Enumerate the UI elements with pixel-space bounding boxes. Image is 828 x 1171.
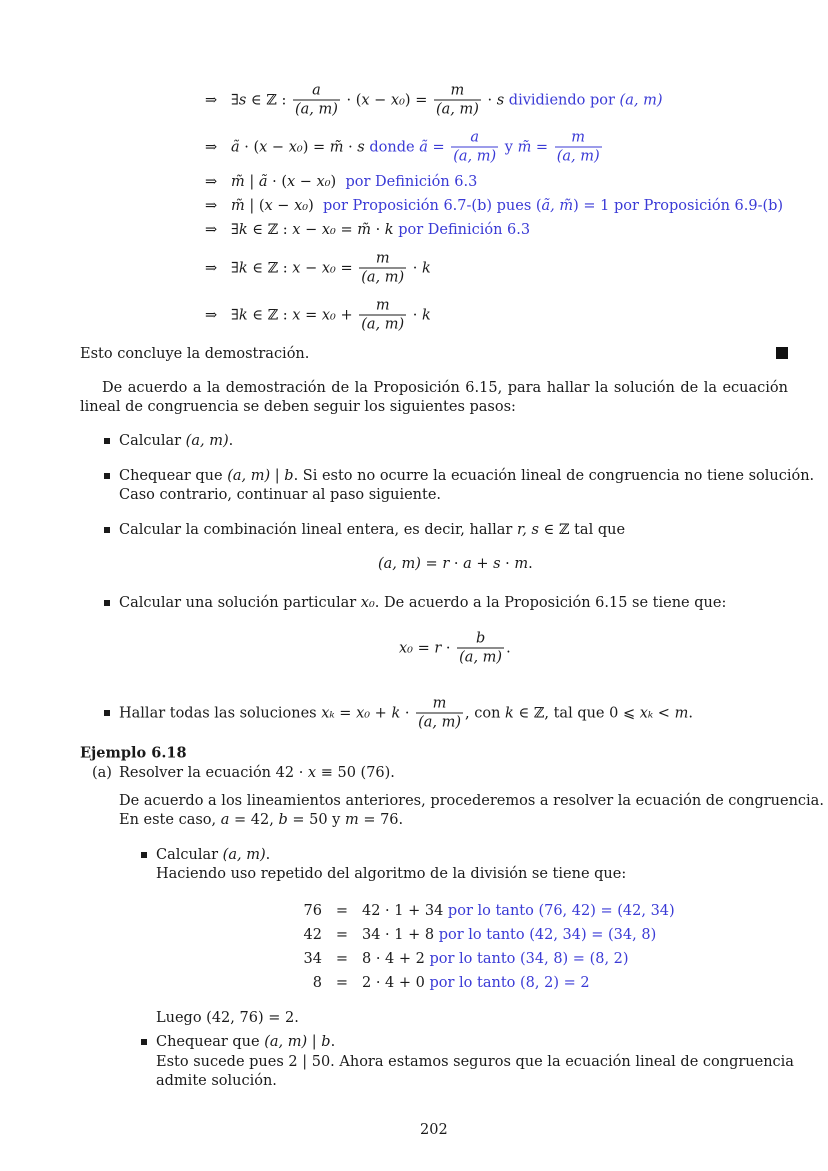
text: .	[330, 1034, 336, 1050]
math-text: s	[357, 139, 365, 155]
text: Calcular una solución particular	[119, 595, 361, 611]
text: ·	[441, 640, 456, 656]
text: Calcular la combinación lineal entera, es decir, hallar	[119, 522, 517, 538]
text: =	[334, 705, 357, 721]
text: |	[244, 174, 259, 190]
text: ⇒	[205, 139, 231, 155]
math-text: r, s	[516, 522, 539, 538]
fraction	[359, 251, 406, 286]
math-text: x	[292, 307, 301, 323]
text: Chequear que	[156, 1034, 265, 1050]
text: En este caso,	[119, 812, 221, 828]
rhs: 34 · 1 + 8	[362, 927, 435, 943]
math-text: b	[321, 1034, 331, 1050]
intro-paragraph: De acuerdo a la demostración de la Proposición 6.15, para hallar la solución de la ecuación lineal de congruencia se deben seguir los siguientes pasos:	[80, 380, 788, 415]
step-3-equation	[378, 556, 533, 572]
lhs: 34	[303, 951, 322, 967]
example-step-2-text-2	[156, 1073, 277, 1089]
math-text: xₖ	[639, 705, 654, 721]
bullet-icon	[104, 438, 110, 444]
derivation-line-4	[205, 198, 783, 214]
text: Calcular	[156, 847, 223, 863]
page-number: 202	[420, 1122, 448, 1138]
math-text: x	[292, 222, 301, 238]
numerator: a	[470, 129, 480, 146]
step-2-cont	[119, 487, 441, 503]
text: ·	[408, 307, 422, 323]
text: ·	[449, 556, 464, 572]
math-text: s	[493, 556, 501, 572]
text: +	[335, 307, 358, 323]
fraction	[359, 298, 406, 333]
example-item-label: (a)	[92, 765, 112, 781]
math-text: ã	[258, 174, 268, 190]
rhs: 2 · 4 + 0	[362, 975, 425, 991]
math-text: m̃	[517, 139, 532, 155]
conclusion-text: Esto concluye la demostración.	[80, 346, 310, 362]
math-text: b	[278, 812, 288, 828]
text: = 76.	[358, 812, 404, 828]
denominator: (a, m)	[435, 101, 479, 118]
step-3	[119, 522, 625, 538]
math-text: r	[434, 640, 442, 656]
table-row	[280, 975, 590, 991]
text: ∈ ℤ, tal que 0 ⩽	[513, 705, 640, 721]
denominator: (a, m)	[361, 269, 405, 286]
math-text: x₀	[294, 198, 309, 214]
text: Caso contrario, continuar al paso siguiente.	[119, 487, 442, 503]
math-text: (a, m)	[185, 433, 229, 449]
math-text: m̃	[230, 198, 245, 214]
bullet-icon	[104, 710, 110, 716]
text: ⇒ ∃	[205, 222, 239, 238]
lhs: 42	[303, 927, 322, 943]
text: ·	[370, 222, 385, 238]
text: Haciendo uso repetido del algoritmo de la división se tiene que:	[156, 866, 627, 882]
text: ·	[343, 139, 358, 155]
text: ∈ ℤ :	[247, 222, 293, 238]
text: De acuerdo a los lineamientos anteriores, procederemos a resolver la ecuación de congruencia.	[119, 793, 824, 809]
derivation-line-6	[205, 251, 431, 286]
denominator: (a, m)	[361, 316, 405, 333]
bullet-icon	[104, 527, 110, 533]
math-text: x₀	[316, 174, 331, 190]
numerator: m	[571, 129, 586, 146]
text: dividiendo por	[504, 92, 620, 108]
example-title: Ejemplo 6.18	[80, 744, 187, 762]
math-text: k	[384, 222, 394, 238]
text: ∈ ℤ :	[246, 92, 291, 108]
text: ≡ 50 (76).	[316, 765, 395, 781]
math-text: m	[344, 812, 359, 828]
math-text: m	[514, 556, 529, 572]
math-text: x₀	[360, 595, 375, 611]
text: ⇒	[205, 198, 231, 214]
numerator: m	[375, 297, 390, 314]
math-text: (a, m)	[619, 92, 663, 108]
denominator: (a, m)	[556, 148, 600, 165]
math-text: k	[421, 307, 431, 323]
text: +	[471, 556, 494, 572]
text: −	[272, 198, 295, 214]
math-text: x₀	[356, 705, 371, 721]
text: |	[270, 468, 285, 484]
derivation-line-7	[205, 298, 431, 333]
equals: =	[335, 975, 349, 991]
text: ) = 1 por Proposición 6.9-(b)	[573, 198, 784, 214]
example-step-1	[156, 847, 270, 863]
example-paragraph-line-2	[119, 812, 403, 828]
rhs: 42 · 1 + 34	[362, 903, 444, 919]
equals: =	[335, 951, 349, 967]
derivation-line-5	[205, 222, 530, 238]
step-2	[119, 468, 814, 484]
equals: =	[335, 927, 349, 943]
math-text: x	[259, 139, 268, 155]
text: . Si esto no ocurre la ecuación lineal de congruencia no tiene solución.	[293, 468, 815, 484]
text: ⇒	[205, 174, 231, 190]
text: ⇒ ∃	[205, 307, 239, 323]
math-text: a	[463, 556, 472, 572]
note: por lo tanto (34, 8) = (8, 2)	[424, 951, 629, 967]
text: | (	[244, 198, 265, 214]
math-text: k	[391, 705, 401, 721]
text: ∈ ℤ :	[247, 307, 293, 323]
text: .	[228, 433, 234, 449]
text: ) =	[404, 92, 432, 108]
text: ⇒ ∃	[205, 92, 239, 108]
text: ·	[400, 705, 415, 721]
numerator: m	[450, 82, 465, 99]
example-paragraph-line-1	[119, 793, 824, 809]
math-text: r	[442, 556, 450, 572]
denominator: (a, m)	[459, 649, 503, 666]
lhs: 8	[312, 975, 322, 991]
text: <	[653, 705, 675, 721]
text: =	[300, 307, 322, 323]
text: −	[369, 92, 391, 108]
math-text: (a, m)	[378, 556, 421, 572]
math-text: x₀	[321, 222, 336, 238]
text: )	[308, 198, 323, 214]
math-text: k	[238, 222, 248, 238]
text: −	[300, 260, 322, 276]
text: y	[500, 139, 518, 155]
text: .	[506, 640, 511, 656]
table-row	[280, 927, 656, 943]
text: =	[335, 260, 358, 276]
bullet-icon	[104, 473, 110, 479]
text: · (	[239, 139, 260, 155]
math-text: k	[421, 260, 431, 276]
text: −	[300, 222, 322, 238]
math-text: x₀	[288, 139, 303, 155]
text: por Proposición 6.7-(b) pues (	[322, 198, 542, 214]
text: −	[295, 174, 317, 190]
math-text: x	[286, 174, 296, 190]
text: Hallar todas las soluciones	[119, 705, 322, 721]
fraction	[555, 130, 602, 165]
text: ·	[500, 556, 515, 572]
text: =	[413, 640, 435, 656]
text: = 42,	[229, 812, 279, 828]
math-text: ã	[419, 139, 428, 155]
numerator: m	[375, 250, 390, 267]
math-text: (a, m)	[222, 847, 266, 863]
math-text: a	[220, 812, 230, 828]
bullet-icon	[104, 600, 110, 606]
rhs: 8 · 4 + 2	[362, 951, 425, 967]
derivation-line-2	[205, 130, 604, 165]
math-text: x	[307, 765, 317, 781]
text: .	[528, 556, 533, 572]
math-text: k	[238, 260, 248, 276]
text: · (	[267, 174, 287, 190]
example-step-2	[156, 1034, 335, 1050]
example-step-1-text	[156, 866, 626, 882]
note: por lo tanto (42, 34) = (34, 8)	[434, 927, 657, 943]
fraction	[416, 696, 463, 731]
text: Resolver la ecuación 42 ·	[119, 765, 308, 781]
math-text: s	[496, 92, 505, 108]
text: −	[267, 139, 289, 155]
text: Luego (42, 76) = 2.	[156, 1010, 299, 1026]
text: Chequear que	[119, 468, 228, 484]
step-4-equation	[399, 631, 511, 666]
math-text: x₀	[399, 640, 413, 656]
example-item-a	[119, 765, 395, 781]
numerator: m	[432, 695, 447, 712]
math-text: x₀	[321, 260, 336, 276]
derivation-line-1	[205, 83, 662, 118]
text: . De acuerdo a la Proposición 6.15 se tiene que:	[374, 595, 727, 611]
text: = 50 y	[287, 812, 345, 828]
text: ∈ ℤ :	[247, 260, 293, 276]
table-row	[280, 951, 629, 967]
math-text: m	[674, 705, 689, 721]
text: , con	[465, 705, 506, 721]
text: por Definición 6.3	[393, 222, 531, 238]
text: =	[427, 139, 450, 155]
math-text: x₀	[321, 307, 336, 323]
math-text: (a, m)	[227, 468, 271, 484]
step-1	[119, 433, 233, 449]
text: +	[370, 705, 392, 721]
math-text: s	[238, 92, 247, 108]
fraction	[457, 631, 504, 666]
fraction	[293, 83, 340, 118]
equals: =	[335, 903, 349, 919]
lhs: 76	[303, 903, 322, 919]
text: =	[335, 222, 358, 238]
math-text: x	[361, 92, 370, 108]
math-text: x	[264, 198, 273, 214]
note: por lo tanto (8, 2) = 2	[424, 975, 590, 991]
text: =	[531, 139, 553, 155]
luego-text	[156, 1010, 299, 1026]
denominator: (a, m)	[294, 101, 338, 118]
step-4	[119, 595, 726, 611]
text: ⇒ ∃	[205, 260, 239, 276]
text: ∈ ℤ tal que	[538, 522, 626, 538]
math-text: m̃	[357, 222, 371, 238]
text: =	[420, 556, 443, 572]
fraction	[451, 130, 498, 165]
text: ·	[482, 92, 497, 108]
example-step-2-text-1	[156, 1054, 794, 1070]
math-text: m̃	[329, 139, 344, 155]
denominator: (a, m)	[453, 148, 497, 165]
qed-square-icon	[776, 347, 788, 359]
text: Calcular	[119, 433, 186, 449]
numerator: a	[312, 82, 321, 99]
math-text: k	[238, 307, 248, 323]
text: por Definición 6.3	[345, 174, 478, 190]
text: · (	[341, 92, 362, 108]
table-row	[280, 903, 675, 919]
math-text: m̃	[230, 174, 245, 190]
math-text: x	[292, 260, 301, 276]
math-text: ã, m̃	[541, 198, 574, 214]
text: .	[688, 705, 693, 721]
note: por lo tanto (76, 42) = (42, 34)	[443, 903, 675, 919]
step-5	[119, 696, 693, 731]
fraction	[434, 83, 481, 118]
text: donde	[364, 139, 420, 155]
bullet-icon	[141, 1039, 147, 1045]
text: ) =	[302, 139, 330, 155]
math-text: b	[284, 468, 294, 484]
derivation-line-3	[205, 174, 477, 190]
bullet-icon	[141, 852, 147, 858]
text: ·	[408, 260, 422, 276]
text: .	[265, 847, 271, 863]
math-text: xₖ	[321, 705, 335, 721]
text: Esto sucede pues 2 | 50. Ahora estamos seguros que la ecuación lineal de congruencia	[156, 1054, 794, 1070]
math-text: x₀	[390, 92, 405, 108]
math-text: k	[505, 705, 514, 721]
math-text: (a, m)	[264, 1034, 308, 1050]
numerator: b	[475, 630, 486, 647]
text: )	[330, 174, 346, 190]
text: |	[307, 1034, 322, 1050]
text: admite solución.	[156, 1073, 277, 1089]
denominator: (a, m)	[418, 714, 462, 731]
math-text: ã	[230, 139, 240, 155]
